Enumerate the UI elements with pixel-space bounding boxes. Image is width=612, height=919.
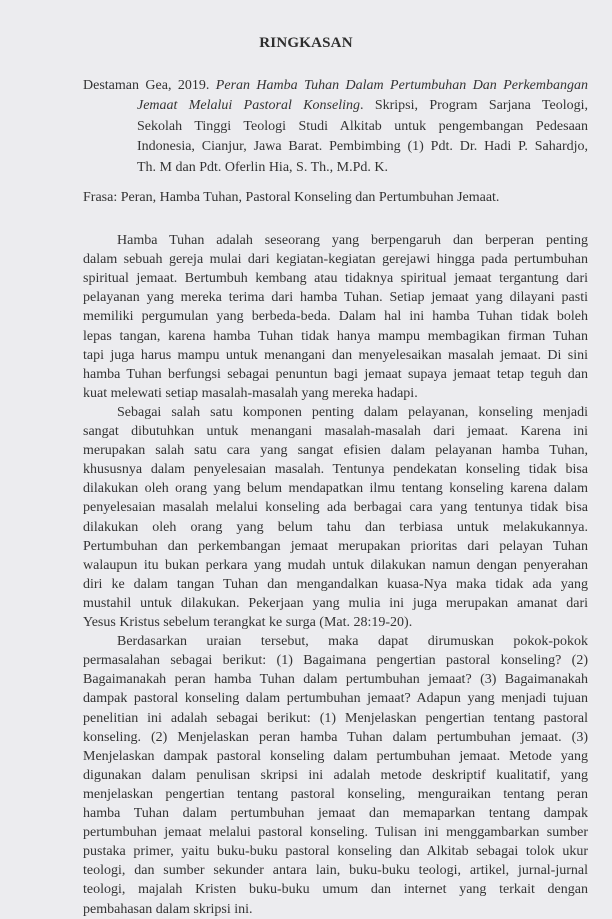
paragraph-2-line: mustahil untuk dilakukan. Pekerjaan yang mulia ini juga merupakan amanat dari	[83, 595, 588, 611]
paragraph-3-line: pustaka primer, yaitu buku-buku pastoral konseling dan Alkitab sebagai tolok ukur	[83, 844, 588, 860]
paragraph-1-line: kuat melewati setiap masalah-masalah yang mereka hadapi.	[83, 385, 418, 401]
paragraph-3-line: teologi, majalah Kristen buku-buku umum dan internet yang terkait dengan	[83, 882, 588, 898]
page-title: RINGKASAN	[259, 35, 353, 51]
paragraph-1-line: tapi juga harus mampu untuk menangani dan menyelesaikan masalah jemaat. Di sini	[83, 347, 588, 363]
citation-title: Peran Hamba Tuhan Dalam Pertumbuhan Dan Perkembangan	[215, 78, 588, 93]
paragraph-3-line: Bagaimanakah peran hamba Tuhan dalam pertumbuhan jemaat? (3) Bagaimanakah	[83, 672, 588, 688]
paragraph-1-line: lepas tangan, karena hamba Tuhan tidak hanya mampu membagikan firman Tuhan	[83, 328, 588, 344]
paragraph-3-line: teologi, dan sumber sekunder antara lain, buku-buku teologi, artikel, jurnal-jurnal	[83, 863, 588, 879]
paragraph-2-line: merupakan salah satu cara yang sangat efisien dalam pelayanan hamba Tuhan,	[83, 443, 588, 459]
paragraph-2-line: Yesus Kristus sebelum terangkat ke surga (Mat. 28:19-20).	[83, 615, 413, 630]
paragraph-3-line: Berdasarkan uraian tersebut, maka dapat dirumuskan pokok-pokok	[117, 634, 588, 650]
paragraph-3-line: pertumbuhan jemaat melalui pastoral konseling. Tulisan ini menggambarkan sumber	[83, 825, 588, 841]
paragraph-2-line: Pertumbuhan dan perkembangan jemaat merupakan prioritas dari pelayan Tuhan	[83, 538, 588, 554]
citation-line	[83, 76, 588, 95]
paragraph-3-line: menjelaskan pengertian tentang pastoral konseling, menguraikan tentang peran	[83, 786, 588, 802]
paragraph-2-line: Sebagai salah satu komponen penting dalam pelayanan, konseling menjadi	[117, 404, 588, 420]
paragraph-3-line: digunakan dalam penulisan skripsi ini adalah metode deskriptif kualitatif, yang	[83, 767, 588, 783]
citation-title: Jemaat Melalui Pastoral Konseling	[137, 98, 360, 113]
citation-author-year: Destaman Gea, 2019.	[83, 78, 216, 93]
keywords: Frasa: Peran, Hamba Tuhan, Pastoral Konseling dan Pertumbuhan Jemaat.	[83, 190, 500, 205]
citation-line: Indonesia, Cianjur, Jawa Barat. Pembimbing (1) Pdt. Dr. Hadi P. Sahardjo,	[137, 139, 588, 154]
paragraph-2-line: penyelesaian masalah melalui konseling ada berbagai cara yang tentunya tidak bisa	[83, 500, 588, 516]
paragraph-3-line: hamba Tuhan dalam pertumbuhan jemaat dan memaparkan tentang dampak	[83, 806, 588, 821]
paragraph-1-line: hamba Tuhan berfungsi sebagai penuntun bagi jemaat supaya jemaat tetap teguh dan	[83, 366, 588, 382]
paragraph-2-line: khususnya dalam penyelesaian masalah. Tentunya pendekatan konseling tidak bisa	[83, 462, 588, 478]
citation-line: Sekolah Tinggi Teologi Studi Alkitab untuk pengembangan Pedesaan	[137, 119, 588, 134]
paragraph-2-line: dilakukan oleh orang yang belum mendapatkan ilmu tentang konseling karena dalam	[83, 481, 588, 497]
paragraph-2-line: dilakukan oleh orang yang belum tahu dan terbiasa untuk melakukannya.	[83, 519, 588, 535]
paragraph-1-line: memiliki pergumulan yang berbeda-beda. Dalam hal ini hamba Tuhan tidak boleh	[83, 309, 588, 325]
paragraph-2-line: sangat dibutuhkan untuk menangani masalah-masalah dari jemaat. Karena ini	[83, 424, 588, 439]
paragraph-2-line: diri ke dalam tangan Tuhan dan mengandalkan kuasa-Nya maka tidak ada yang	[83, 576, 588, 592]
paragraph-1-line: dalam sebuah gereja mulai dari kegiatan-kegiatan gerejawi hingga pada pertumbuhan	[83, 252, 588, 268]
citation-line	[137, 96, 588, 115]
paragraph-3-line: Menjelaskan dampak pastoral konseling dalam pertumbuhan jemaat. Metode yang	[83, 748, 588, 764]
paragraph-3-line: konseling. (2) Menjelaskan peran hamba Tuhan dalam pertumbuhan jemaat. (3)	[83, 729, 588, 745]
paragraph-1-line: spiritual jemaat. Bertumbuh kembang atau tidaknya spiritual jemaat tergantung dari	[83, 271, 588, 287]
paragraph-2-line: walaupun itu bukan perkara yang mudah untuk dilakukan namun dengan penyerahan	[83, 557, 588, 573]
paragraph-1-line: Hamba Tuhan adalah seseorang yang berpengaruh dan berperan penting	[117, 233, 588, 248]
paragraph-3-line: pembahasan dalam skripsi ini.	[83, 901, 253, 917]
paragraph-3-line: penelitian ini adalah sebagai berikut: (1) Menjelaskan pengertian tentang pastoral	[83, 710, 588, 726]
citation-line: Th. M dan Pdt. Oferlin Hia, S. Th., M.Pd. K.	[137, 160, 388, 175]
paragraph-3-line: dampak pastoral konseling dalam pertumbuhan jemaat? Adapun yang menjadi tujuan	[83, 691, 588, 707]
paragraph-1-line: pelayanan yang mereka terima dari hamba Tuhan. Setiap jemaat yang dilayani pasti	[83, 290, 588, 306]
citation-text: . Skripsi, Program Sarjana Teologi,	[359, 98, 588, 113]
paragraph-3-line: permasalahan sebagai berikut: (1) Bagaimana pengertian pastoral konseling? (2)	[83, 653, 588, 669]
